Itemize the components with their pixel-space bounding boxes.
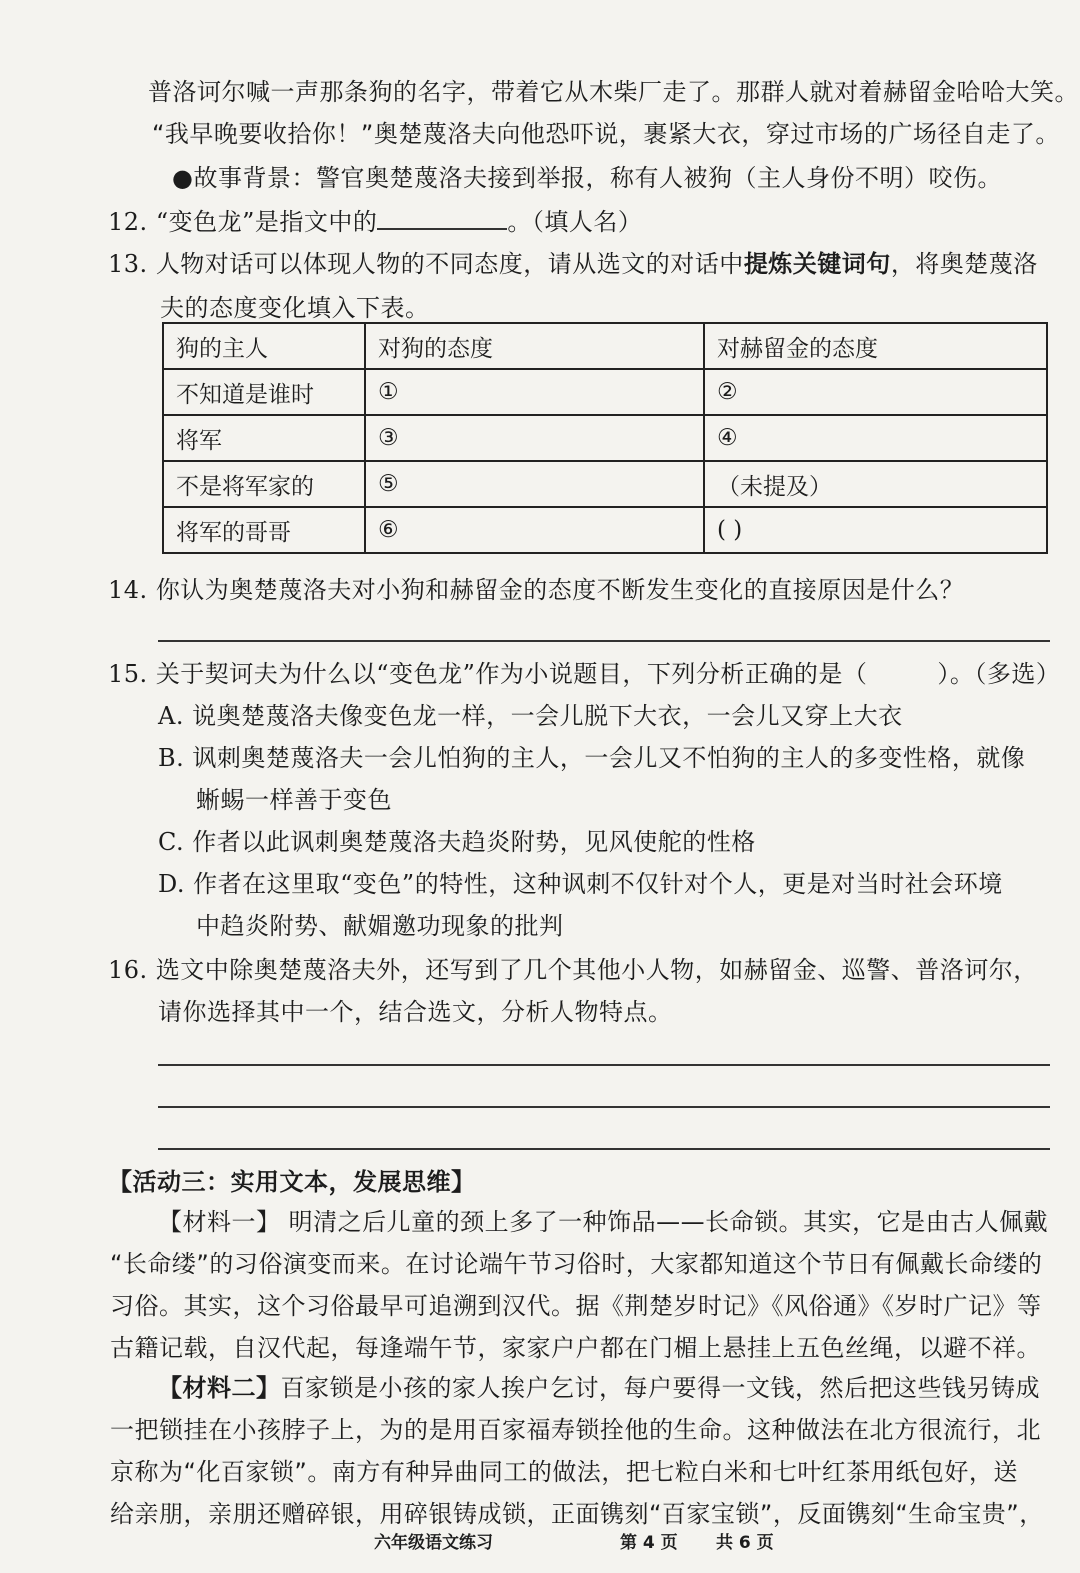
table-header-cell: 狗的主人 bbox=[163, 323, 365, 369]
story-background: ●故事背景：警官奥楚蔑洛夫接到举报，称有人被狗（主人身份不明）咬伤。 bbox=[172, 164, 1002, 192]
table-cell-answer[interactable]: ④ bbox=[704, 415, 1047, 461]
question-text-tail: ，将奥楚蔑洛 bbox=[890, 250, 1038, 278]
passage-line-1: 普洛诃尔喊一声那条狗的名字，带着它从木柴厂走了。那群人就对着赫留金哈哈大笑。 bbox=[148, 78, 1079, 106]
question-number: 15. bbox=[108, 660, 148, 688]
material-2-text: 百家锁是小孩的家人挨户乞讨，每户要得一文钱，然后把这些钱另铸成 bbox=[280, 1374, 1040, 1402]
footer-total-pages: 共 6 页 bbox=[716, 1533, 774, 1553]
question-number: 13. bbox=[108, 250, 148, 278]
table-cell-answer[interactable]: ⑤ bbox=[365, 461, 704, 507]
table-row bbox=[163, 461, 1047, 507]
answer-blank[interactable] bbox=[377, 206, 507, 230]
table-cell-answer[interactable]: ⑥ bbox=[365, 507, 704, 553]
option-text: 作者以此讽刺奥楚蔑洛夫趋炎附势，见风使舵的性格 bbox=[192, 828, 756, 856]
table-cell: 不是将军家的 bbox=[163, 461, 365, 507]
table-cell: 将军的哥哥 bbox=[163, 507, 365, 553]
table-row bbox=[163, 507, 1047, 553]
answer-line[interactable] bbox=[158, 640, 1050, 642]
question-text-tail: ）。（多选） bbox=[937, 660, 1061, 688]
option-label: D. bbox=[158, 870, 186, 898]
table-row bbox=[163, 369, 1047, 415]
table-header-row bbox=[163, 323, 1047, 369]
option-d-line-2: 中趋炎附势、献媚邀功现象的批判 bbox=[196, 912, 564, 940]
attitude-table bbox=[162, 322, 1048, 554]
question-emphasis: 提炼关键词句 bbox=[743, 249, 891, 278]
material-2-line-1 bbox=[158, 1372, 1040, 1404]
question-number: 12. bbox=[108, 208, 148, 236]
question-text: 人物对话可以体现人物的不同态度，请从选文的对话中 bbox=[155, 250, 744, 278]
footer-subject: 六年级语文练习 bbox=[374, 1533, 493, 1553]
table-cell: （未提及） bbox=[704, 461, 1047, 507]
option-text: 说奥楚蔑洛夫像变色龙一样，一会儿脱下大衣，一会儿又穿上大衣 bbox=[192, 702, 903, 730]
answer-line[interactable] bbox=[158, 1106, 1050, 1108]
question-number: 14. bbox=[108, 576, 148, 604]
question-text: 选文中除奥楚蔑洛夫外，还写到了几个其他小人物，如赫留金、巡警、普洛诃尔， bbox=[155, 956, 1038, 984]
footer-page-number: 第 4 页 bbox=[620, 1533, 678, 1553]
option-label: A. bbox=[158, 702, 184, 730]
table-cell-answer[interactable]: ③ bbox=[365, 415, 704, 461]
material-1-line-3: 习俗。其实，这个习俗最早可追溯到汉代。据《荆楚岁时记》《风俗通》《岁时广记》等 bbox=[110, 1292, 1042, 1320]
option-text: 作者在这里取“变色”的特性，这种讽刺不仅针对个人，更是对当时社会环境 bbox=[193, 870, 1003, 898]
material-1-label: 【材料一】 bbox=[158, 1208, 281, 1236]
question-13-line-2: 夫的态度变化填入下表。 bbox=[160, 294, 430, 322]
table-cell-answer[interactable]: ( ) bbox=[704, 507, 1047, 553]
option-text: 讽刺奥楚蔑洛夫一会儿怕狗的主人，一会儿又不怕狗的主人的多变性格，就像 bbox=[192, 744, 1026, 772]
question-16 bbox=[108, 954, 1038, 986]
question-text: 关于契诃夫为什么以“变色龙”作为小说题目，下列分析正确的是（ bbox=[155, 660, 868, 688]
table-header-cell: 对狗的态度 bbox=[365, 323, 704, 369]
material-1-text: 明清之后儿童的颈上多了一种饰品——长命锁。其实，它是由古人佩戴 bbox=[288, 1208, 1049, 1236]
material-1-line-2: “长命缕”的习俗演变而来。在讨论端午节习俗时，大家都知道这个节日有佩戴长命缕的 bbox=[110, 1250, 1043, 1278]
option-label: B. bbox=[158, 744, 185, 772]
option-b-line-2: 蜥蜴一样善于变色 bbox=[196, 786, 392, 814]
answer-line[interactable] bbox=[158, 1148, 1050, 1150]
material-2-line-2: 一把锁挂在小孩脖子上，为的是用百家福寿锁拴他的生命。这种做法在北方很流行，北 bbox=[110, 1416, 1041, 1444]
material-1-line-4: 古籍记载，自汉代起，每逢端午节，家家户户都在门楣上悬挂上五色丝绳，以避不祥。 bbox=[110, 1334, 1041, 1362]
question-text-tail: 。（填人名） bbox=[507, 208, 643, 236]
passage-line-2: “我早晚要收拾你！”奥楚蔑洛夫向他恐吓说，裹紧大衣，穿过市场的广场径自走了。 bbox=[152, 120, 1060, 148]
table-cell: 不知道是谁时 bbox=[163, 369, 365, 415]
table-cell-answer[interactable]: ② bbox=[704, 369, 1047, 415]
table-header-cell: 对赫留金的态度 bbox=[704, 323, 1047, 369]
option-c[interactable] bbox=[158, 826, 756, 858]
question-16-line-2: 请你选择其中一个，结合选文，分析人物特点。 bbox=[158, 998, 673, 1026]
question-14 bbox=[108, 574, 964, 606]
question-text: 你认为奥楚蔑洛夫对小狗和赫留金的态度不断发生变化的直接原因是什么？ bbox=[155, 576, 965, 604]
table-cell-answer[interactable]: ① bbox=[365, 369, 704, 415]
activity-3-title: 【活动三：实用文本，发展思维】 bbox=[108, 1167, 476, 1196]
option-a[interactable] bbox=[158, 700, 903, 732]
answer-line[interactable] bbox=[158, 1064, 1050, 1066]
question-number: 16. bbox=[108, 956, 148, 984]
option-label: C. bbox=[158, 828, 185, 856]
question-text: “变色龙”是指文中的 bbox=[155, 208, 378, 236]
material-2-line-4: 给亲朋，亲朋还赠碎银，用碎银铸成锁，正面镌刻“百家宝锁”，反面镌刻“生命宝贵”， bbox=[110, 1500, 1044, 1528]
question-13 bbox=[108, 248, 1038, 280]
table-cell: 将军 bbox=[163, 415, 365, 461]
table-row bbox=[163, 415, 1047, 461]
material-1-line-1 bbox=[158, 1206, 1048, 1238]
material-2-line-3: 京称为“化百家锁”。南方有种异曲同工的做法，把七粒白米和七叶红茶用纸包好，送 bbox=[110, 1458, 1018, 1486]
question-12 bbox=[108, 206, 642, 238]
option-d[interactable] bbox=[158, 868, 1003, 900]
material-2-label: 【材料二】 bbox=[158, 1374, 281, 1402]
question-15 bbox=[108, 658, 1060, 690]
option-b[interactable] bbox=[158, 742, 1025, 774]
